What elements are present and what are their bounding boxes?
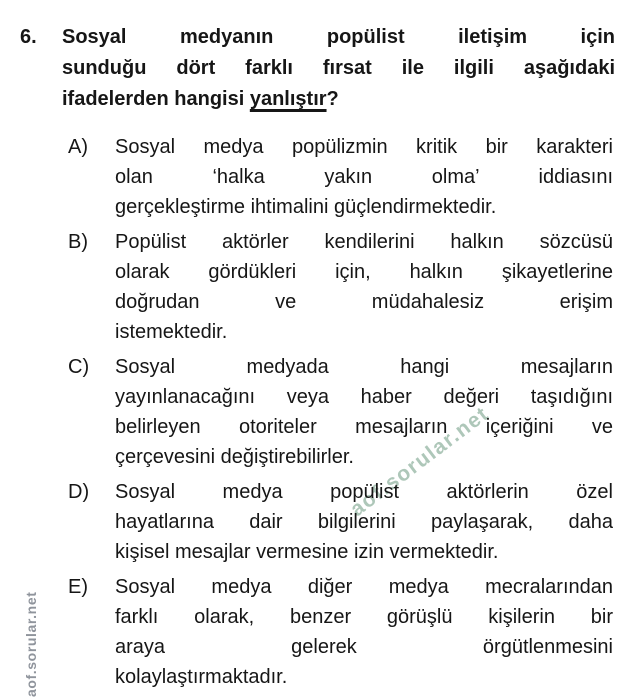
question-lines: Sosyal medyanın popülist iletişim için sunduğu dört farklı fırsat ile ilgili aşağıdaki: [62, 26, 615, 79]
option-a-letter: A): [68, 136, 88, 158]
option-d-letter: D): [68, 481, 90, 503]
option-a-text: Sosyal medya popülizmin kritik bir karakteri olan ‘halka yakın olma’ iddiasını gerçekleştirme ihtimalini güçlendirmektedir.: [115, 136, 613, 218]
option-c-text: Sosyal medyada hangi mesajların yayınlanacağını veya haber değeri taşıdığını belirleyen otoriteler mesajların içeriğini ve çerçevesini değiştirebilirler.: [115, 356, 613, 468]
question-text-before: ifadelerden hangisi: [62, 88, 250, 110]
question-number: 6.: [20, 26, 37, 48]
question-last-line: [62, 84, 615, 115]
options-list: [68, 132, 635, 692]
question-block: [20, 22, 635, 115]
option-b: [68, 227, 635, 347]
option-d-text: Sosyal medya popülist aktörlerin özel hayatlarına dair bilgilerini paylaşarak, daha kişisel mesajlar vermesine izin vermektedir.: [115, 481, 613, 563]
option-e-letter: E): [68, 576, 88, 598]
watermark-diagonal: aof.sorular.net: [346, 402, 494, 522]
watermark-vertical: aof.sorular.net: [23, 591, 39, 697]
option-c: [68, 352, 635, 472]
option-d: [68, 477, 635, 567]
option-b-text: Popülist aktörler kendilerini halkın sözcüsü olarak gördükleri için, halkın şikayetlerine doğrudan ve müdahalesiz erişim istemektedir.: [115, 231, 613, 343]
underlined-keyword: yanlıştır: [249, 88, 327, 110]
option-b-letter: B): [68, 231, 88, 253]
option-e-text: Sosyal medya diğer medya mecralarından farklı olarak, benzer görüşlü kişilerin bir araya gelerek örgütlenmesini kolaylaştırmaktadır.: [115, 576, 613, 688]
option-c-letter: C): [68, 356, 90, 378]
question-text: [62, 22, 615, 115]
option-e: [68, 572, 635, 692]
option-a: [68, 132, 635, 222]
question-text-after: ?: [326, 88, 339, 110]
